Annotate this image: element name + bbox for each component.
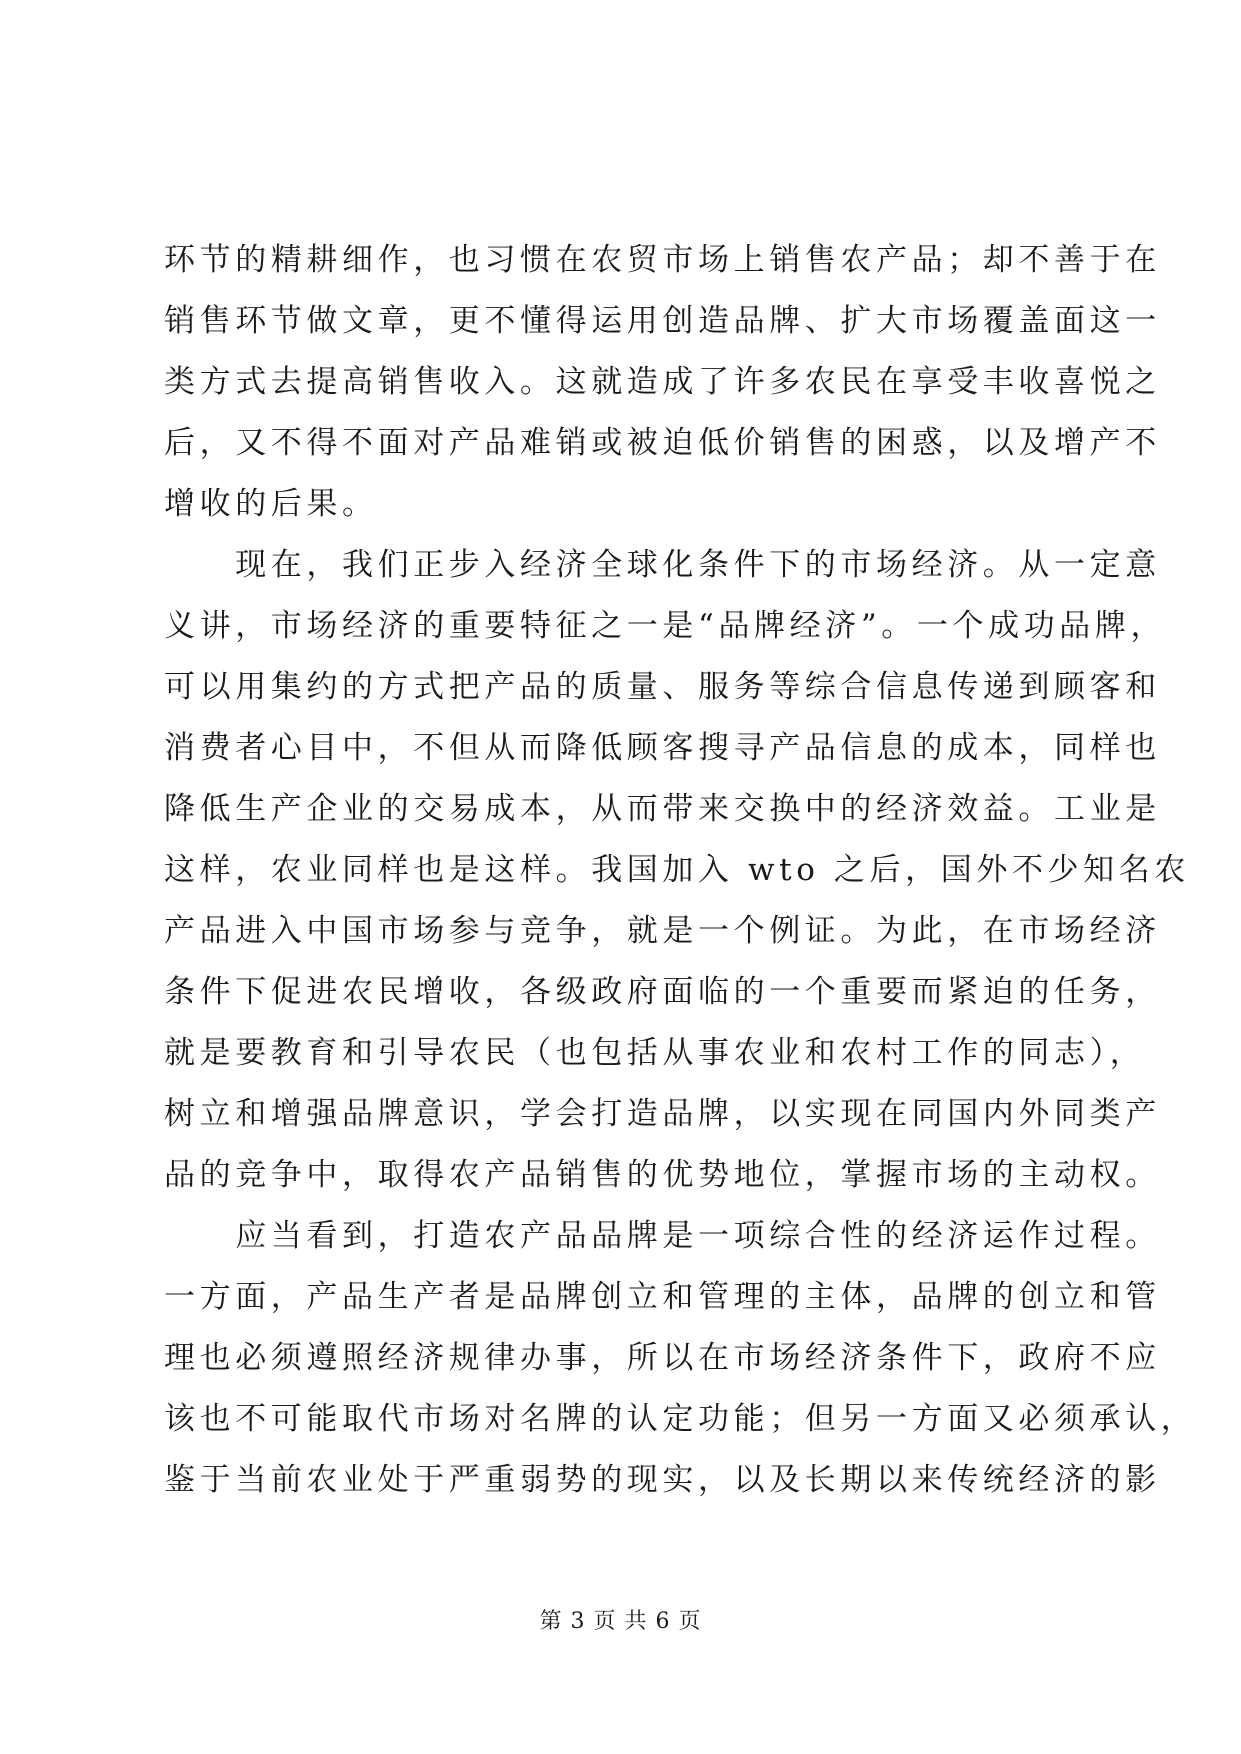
text-line: 现在，我们正步入经济全球化条件下的市场经济。从一定意 xyxy=(164,547,1161,583)
text-line: 义讲，市场经济的重要特征之一是“品牌经济”。一个成功品牌， xyxy=(164,608,1167,644)
text-line: 后，又不得不面对产品难销或被迫低价销售的困惑，以及增产不 xyxy=(164,425,1161,461)
text-line: 类方式去提高销售收入。这就造成了许多农民在享受丰收喜悦之 xyxy=(164,364,1161,400)
text-line: 环节的精耕细作，也习惯在农贸市场上销售农产品；却不善于在 xyxy=(164,242,1161,278)
text-line: 一方面，产品生产者是品牌创立和管理的主体，品牌的创立和管 xyxy=(164,1279,1161,1315)
page-number-footer: 第 3 页 共 6 页 xyxy=(539,1609,702,1634)
text-line: 消费者心目中，不但从而降低顾客搜寻产品信息的成本，同样也 xyxy=(164,730,1161,766)
text-line: 销售环节做文章，更不懂得运用创造品牌、扩大市场覆盖面这一 xyxy=(164,303,1161,339)
text-line: 就是要教育和引导农民（也包括从事农业和农村工作的同志）， xyxy=(164,1035,1146,1071)
text-line: 条件下促进农民增收，各级政府面临的一个重要而紧迫的任务， xyxy=(164,974,1161,1010)
text-line: 降低生产企业的交易成本，从而带来交换中的经济效益。工业是 xyxy=(164,791,1161,827)
text-line: 该也不可能取代市场对名牌的认定功能；但另一方面又必须承认， xyxy=(164,1401,1197,1437)
text-line: 这样，农业同样也是这样。我国加入 wto 之后，国外不少知名农 xyxy=(164,852,1190,888)
text-line: 树立和增强品牌意识，学会打造品牌，以实现在同国内外同类产 xyxy=(164,1096,1161,1132)
text-line: 应当看到，打造农产品品牌是一项综合性的经济运作过程。 xyxy=(164,1218,1161,1254)
text-line: 可以用集约的方式把产品的质量、服务等综合信息传递到顾客和 xyxy=(164,669,1161,705)
text-line: 品的竞争中，取得农产品销售的优势地位，掌握市场的主动权。 xyxy=(164,1157,1161,1193)
text-line: 产品进入中国市场参与竞争，就是一个例证。为此，在市场经济 xyxy=(164,913,1161,949)
text-line: 增收的后果。 xyxy=(164,486,378,522)
text-line: 理也必须遵照经济规律办事，所以在市场经济条件下，政府不应 xyxy=(164,1340,1161,1376)
text-line: 鉴于当前农业处于严重弱势的现实，以及长期以来传统经济的影 xyxy=(164,1462,1161,1498)
